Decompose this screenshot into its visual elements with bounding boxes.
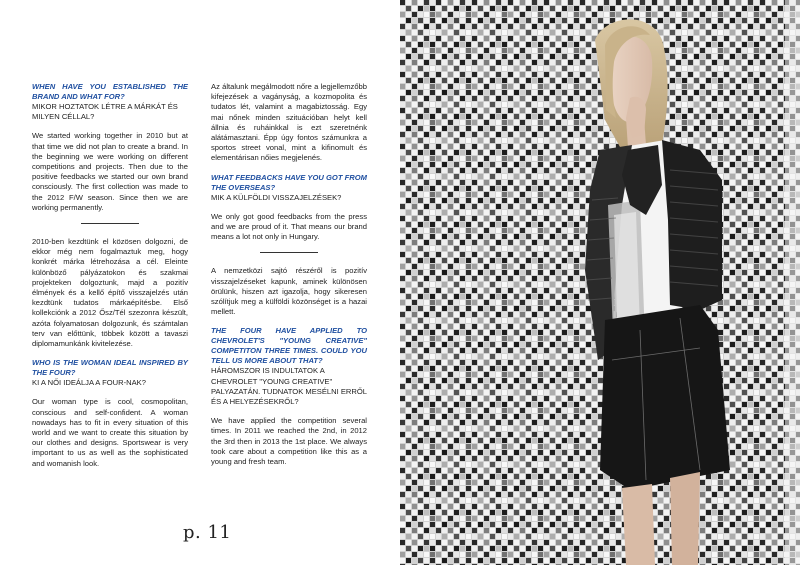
answer-woman-en: Our woman type is cool, cosmopolitan, conscious and self-confident. A woman nowadays has to fit in every situation of this world and we want to create this situation by our clothes and designs. Sportswear is very important to us as well as the sophisticated and womanish look. <box>32 397 188 468</box>
answer-brand-en: We started working together in 2010 but at that time we did not plan to create a brand. In the beginning we were working on different competitions and projects. Then due to the positive feedbacks we started our own brand consciously. The first collection was made to the 2012 F/W season. Since then we are working permanently. <box>32 131 188 212</box>
answer-feedback-hu: A nemzetközi sajtó részéről is pozitív visszajelzéseket kapunk, aminek különösen örülünk, hiszen azt igazolja, hogy sikeresen szólítjuk meg a külföldi közönséget is a hazai mellett. <box>211 266 367 317</box>
page-number: p. 11 <box>183 522 232 543</box>
answer-brand-hu: 2010-ben kezdtünk el közösen dolgozni, de ekkor még nem fogalmaztuk meg, hogy konkrét márka létrehozása a cél. Eleinte különböző pályázatokon és szakmai projekteken dolgoztunk, majd a pozitív élmények és a kellő építő visszajelzés után kezdtünk tudatos márkaépítésbe. Első kollekciónk a 2012 Ősz/Tél szezonra készült, azóta folyamatosan dolgozunk, és számtalan terv van előttünk, többek között a tavaszi diplomamunkánk kivitelezése. <box>32 237 188 349</box>
question-woman-hu: KI A NŐI IDEÁLJA A FOUR-NAK? <box>32 378 146 388</box>
divider-rule <box>81 223 139 224</box>
question-feedback-hu: MIK A KÜLFÖLDI VISSZAJELZÉSEK? <box>211 192 342 202</box>
answer-chevrolet-en: We have applied the competition several times. In 2011 we reached the 2nd, in 2012 the 3rd then in 2013 the 1st place. We always took care about a competition like this as a young and fresh team. <box>211 416 367 467</box>
answer-feedback-en: We only got good feedbacks from the press and we are proud of it. That means our brand means a lot not only in Hungary. <box>211 211 367 242</box>
answer-woman-hu: Az általunk megálmodott nőre a legjellemzőbb kifejezések a vagányság, a kozmopolita és tudatos lét, valamint a magabiztosság. Egy mai nőnek minden szituációban helyt kell állnia és ruháinkkal is ezt szeretnénk alátámasztani. Épp úgy fontos számunkra a sportos street vonal, mint a kifinomult és elementárisan nőies megjelenés. <box>211 82 367 163</box>
fashion-photo-svg <box>400 0 800 565</box>
text-column-left <box>32 82 188 478</box>
question-feedback-en: WHAT FEEDBACKS HAVE YOU GOT FROM THE OVERSEAS? <box>211 172 367 192</box>
question-brand-hu: MIKOR HOZTATOK LÉTRE A MÁRKÁT ÉS MILYEN CÉLLAL? <box>32 102 178 122</box>
text-column-right <box>211 82 367 476</box>
question-chevrolet-en: THE FOUR HAVE APPLIED TO CHEVROLET'S "YOUNG CREATIVE" COMPETITON THREE TIMES. COULD YOU TELL US MORE ABOUT THAT? <box>211 326 367 366</box>
question-brand-en: WHEN HAVE YOU ESTABLISHED THE BRAND AND WHAT FOR? <box>32 82 188 101</box>
question-woman-en: WHO IS THE WOMAN IDEAL INSPIRED BY THE FOUR? <box>32 358 188 378</box>
question-chevrolet-hu: HÁROMSZOR IS INDULTATOK A CHEVROLET "YOUNG CREATIVE" PALYAZATÁN. TUDNATOK MESÉLNI ERRŐL ÉS A HELYEZÉSEKRŐL? <box>211 366 367 407</box>
divider-rule <box>260 252 318 253</box>
fashion-photo <box>400 0 800 565</box>
